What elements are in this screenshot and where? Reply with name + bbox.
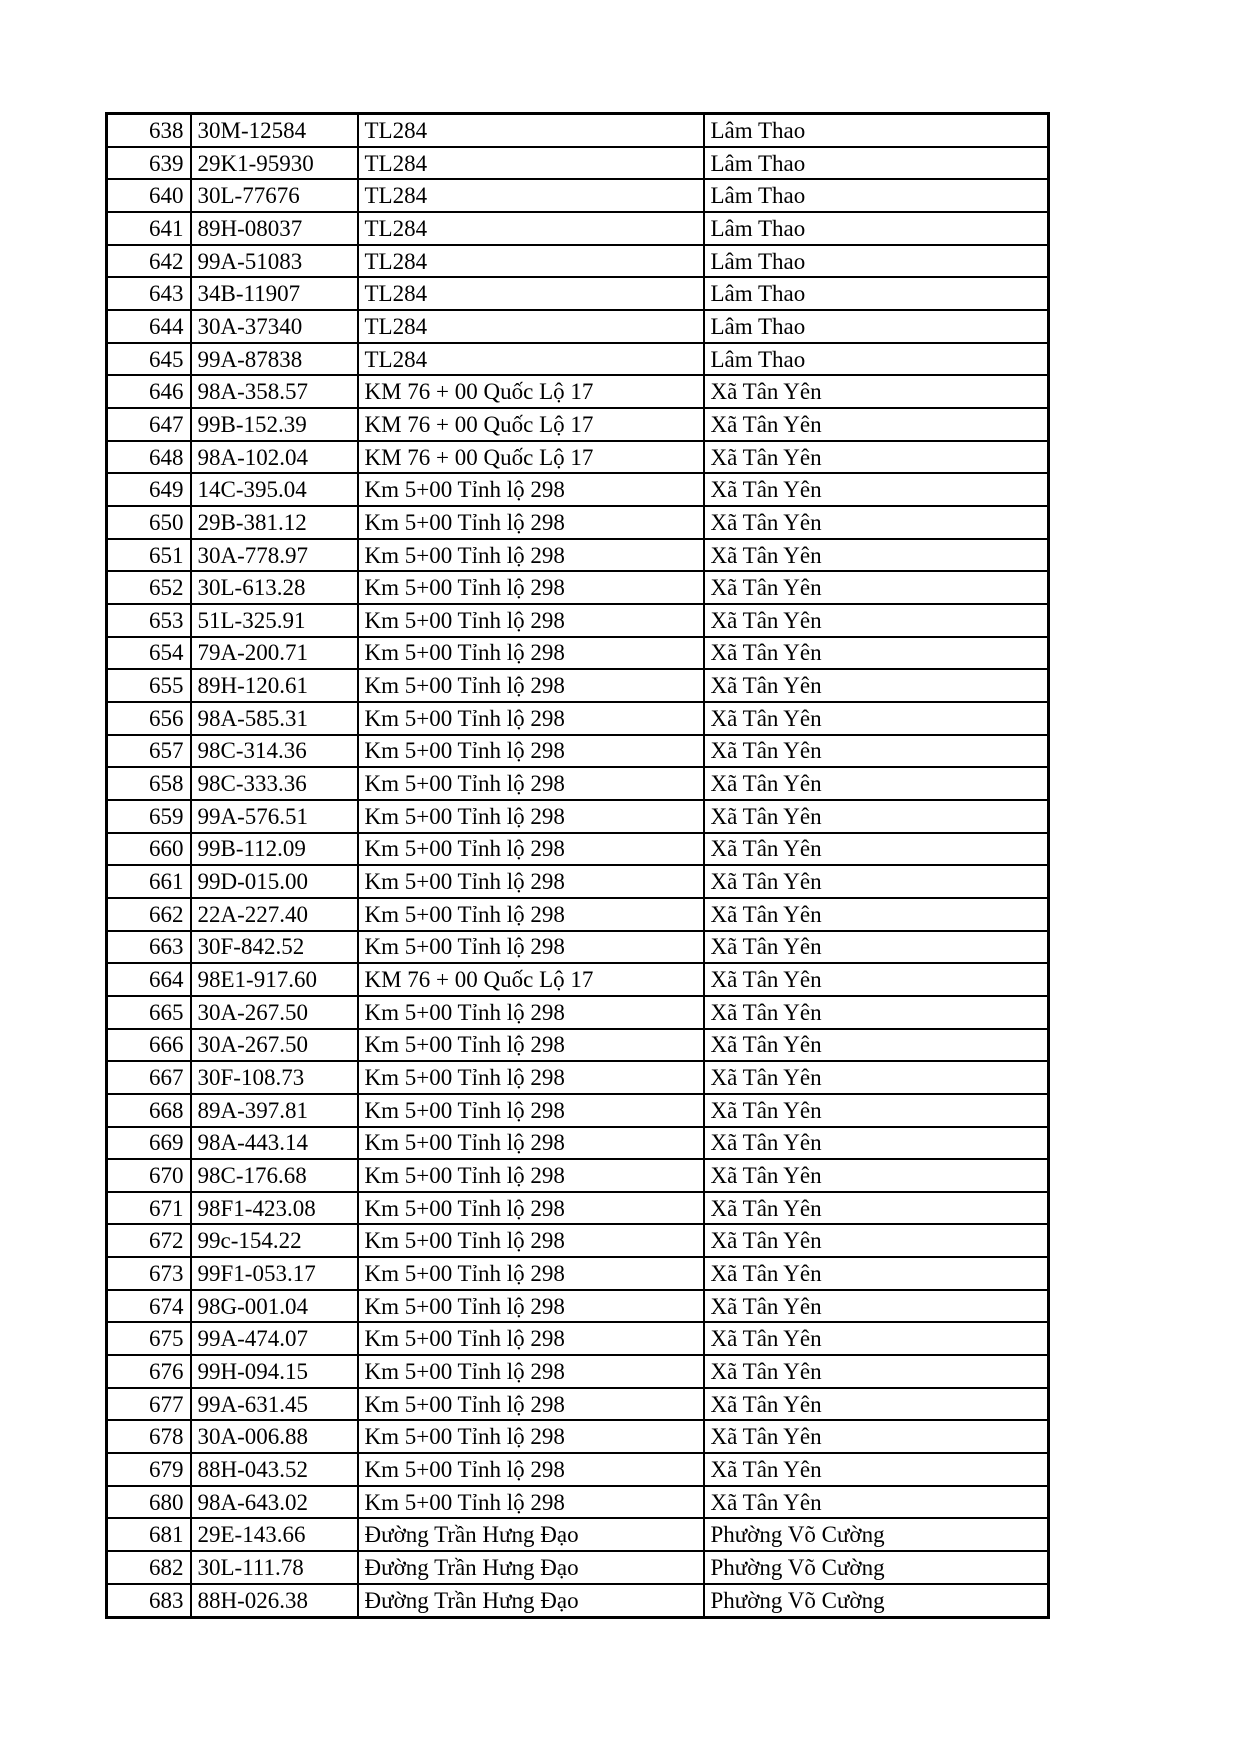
ward-cell: Xã Tân Yên <box>704 408 1049 441</box>
ward-cell: Xã Tân Yên <box>704 1420 1049 1453</box>
table-row <box>107 310 1049 343</box>
ward-cell: Xã Tân Yên <box>704 1453 1049 1486</box>
ward-cell: Lâm Thao <box>704 114 1049 147</box>
license-plate-cell: 89H-120.61 <box>191 669 358 702</box>
table-row <box>107 277 1049 310</box>
table-row <box>107 996 1049 1029</box>
ward-cell: Xã Tân Yên <box>704 865 1049 898</box>
road-cell: KM 76 + 00 Quốc Lộ 17 <box>358 375 704 408</box>
table-row <box>107 1551 1049 1584</box>
row-number-cell: 648 <box>107 441 191 474</box>
row-number-cell: 652 <box>107 571 191 604</box>
road-cell: Km 5+00 Tỉnh lộ 298 <box>358 1290 704 1323</box>
road-cell: Km 5+00 Tỉnh lộ 298 <box>358 1094 704 1127</box>
license-plate-cell: 98C-314.36 <box>191 735 358 768</box>
ward-cell: Xã Tân Yên <box>704 473 1049 506</box>
road-cell: Km 5+00 Tỉnh lộ 298 <box>358 1486 704 1519</box>
row-number-cell: 667 <box>107 1061 191 1094</box>
road-cell: Km 5+00 Tỉnh lộ 298 <box>358 1420 704 1453</box>
table-row <box>107 637 1049 670</box>
license-plate-cell: 22A-227.40 <box>191 898 358 931</box>
license-plate-cell: 29K1-95930 <box>191 147 358 180</box>
row-number-cell: 641 <box>107 212 191 245</box>
license-plate-cell: 99A-474.07 <box>191 1322 358 1355</box>
license-plate-cell: 99c-154.22 <box>191 1224 358 1257</box>
license-plate-cell: 99B-152.39 <box>191 408 358 441</box>
row-number-cell: 680 <box>107 1486 191 1519</box>
table-row <box>107 1224 1049 1257</box>
ward-cell: Xã Tân Yên <box>704 1290 1049 1323</box>
row-number-cell: 668 <box>107 1094 191 1127</box>
table-row <box>107 408 1049 441</box>
road-cell: Km 5+00 Tỉnh lộ 298 <box>358 702 704 735</box>
ward-cell: Xã Tân Yên <box>704 1257 1049 1290</box>
table-row <box>107 669 1049 702</box>
table-row <box>107 1290 1049 1323</box>
license-plate-cell: 30L-77676 <box>191 179 358 212</box>
row-number-cell: 682 <box>107 1551 191 1584</box>
ward-cell: Xã Tân Yên <box>704 1192 1049 1225</box>
row-number-cell: 670 <box>107 1159 191 1192</box>
table-row <box>107 735 1049 768</box>
ward-cell: Xã Tân Yên <box>704 1322 1049 1355</box>
row-number-cell: 679 <box>107 1453 191 1486</box>
license-plate-cell: 30A-267.50 <box>191 1029 358 1062</box>
table-row <box>107 1127 1049 1160</box>
license-plate-cell: 98A-443.14 <box>191 1127 358 1160</box>
road-cell: Km 5+00 Tỉnh lộ 298 <box>358 931 704 964</box>
table-row <box>107 800 1049 833</box>
road-cell: Km 5+00 Tỉnh lộ 298 <box>358 1322 704 1355</box>
road-cell: Km 5+00 Tỉnh lộ 298 <box>358 735 704 768</box>
road-cell: Km 5+00 Tỉnh lộ 298 <box>358 473 704 506</box>
ward-cell: Xã Tân Yên <box>704 767 1049 800</box>
license-plate-cell: 51L-325.91 <box>191 604 358 637</box>
row-number-cell: 659 <box>107 800 191 833</box>
road-cell: TL284 <box>358 277 704 310</box>
license-plate-cell: 29B-381.12 <box>191 506 358 539</box>
table-row <box>107 1453 1049 1486</box>
road-cell: Km 5+00 Tỉnh lộ 298 <box>358 1192 704 1225</box>
table-row <box>107 963 1049 996</box>
table-row <box>107 473 1049 506</box>
ward-cell: Xã Tân Yên <box>704 1388 1049 1421</box>
road-cell: Km 5+00 Tỉnh lộ 298 <box>358 865 704 898</box>
license-plate-cell: 98C-176.68 <box>191 1159 358 1192</box>
road-cell: TL284 <box>358 212 704 245</box>
road-cell: TL284 <box>358 245 704 278</box>
ward-cell: Lâm Thao <box>704 179 1049 212</box>
table-row <box>107 833 1049 866</box>
table-row <box>107 1322 1049 1355</box>
ward-cell: Xã Tân Yên <box>704 833 1049 866</box>
row-number-cell: 660 <box>107 833 191 866</box>
road-cell: TL284 <box>358 114 704 147</box>
ward-cell: Phường Võ Cường <box>704 1551 1049 1584</box>
row-number-cell: 645 <box>107 343 191 376</box>
ward-cell: Xã Tân Yên <box>704 1029 1049 1062</box>
row-number-cell: 662 <box>107 898 191 931</box>
license-plate-cell: 29E-143.66 <box>191 1518 358 1551</box>
license-plate-cell: 98G-001.04 <box>191 1290 358 1323</box>
license-plate-cell: 30A-778.97 <box>191 539 358 572</box>
license-plate-cell: 34B-11907 <box>191 277 358 310</box>
row-number-cell: 675 <box>107 1322 191 1355</box>
ward-cell: Xã Tân Yên <box>704 571 1049 604</box>
row-number-cell: 646 <box>107 375 191 408</box>
ward-cell: Xã Tân Yên <box>704 800 1049 833</box>
road-cell: Đường Trần Hưng Đạo <box>358 1551 704 1584</box>
road-cell: Km 5+00 Tỉnh lộ 298 <box>358 1453 704 1486</box>
table-row <box>107 1518 1049 1551</box>
license-plate-cell: 30A-267.50 <box>191 996 358 1029</box>
license-plate-cell: 89A-397.81 <box>191 1094 358 1127</box>
row-number-cell: 640 <box>107 179 191 212</box>
row-number-cell: 658 <box>107 767 191 800</box>
road-cell: TL284 <box>358 147 704 180</box>
table-row <box>107 1029 1049 1062</box>
license-plate-cell: 88H-026.38 <box>191 1584 358 1618</box>
ward-cell: Xã Tân Yên <box>704 1486 1049 1519</box>
license-plate-cell: 99D-015.00 <box>191 865 358 898</box>
row-number-cell: 677 <box>107 1388 191 1421</box>
road-cell: Km 5+00 Tỉnh lộ 298 <box>358 1029 704 1062</box>
row-number-cell: 655 <box>107 669 191 702</box>
row-number-cell: 643 <box>107 277 191 310</box>
row-number-cell: 663 <box>107 931 191 964</box>
ward-cell: Xã Tân Yên <box>704 898 1049 931</box>
table-row <box>107 702 1049 735</box>
ward-cell: Lâm Thao <box>704 343 1049 376</box>
license-plate-cell: 30A-37340 <box>191 310 358 343</box>
ward-cell: Lâm Thao <box>704 310 1049 343</box>
table-row <box>107 506 1049 539</box>
road-cell: TL284 <box>358 179 704 212</box>
license-plate-cell: 99A-576.51 <box>191 800 358 833</box>
row-number-cell: 657 <box>107 735 191 768</box>
table-row <box>107 212 1049 245</box>
road-cell: Km 5+00 Tỉnh lộ 298 <box>358 1257 704 1290</box>
ward-cell: Xã Tân Yên <box>704 539 1049 572</box>
row-number-cell: 665 <box>107 996 191 1029</box>
road-cell: Km 5+00 Tỉnh lộ 298 <box>358 1127 704 1160</box>
license-plate-cell: 98C-333.36 <box>191 767 358 800</box>
license-plate-cell: 30L-111.78 <box>191 1551 358 1584</box>
table-row <box>107 604 1049 637</box>
table-row <box>107 1355 1049 1388</box>
row-number-cell: 638 <box>107 114 191 147</box>
table-row <box>107 1094 1049 1127</box>
table-row <box>107 931 1049 964</box>
row-number-cell: 676 <box>107 1355 191 1388</box>
row-number-cell: 664 <box>107 963 191 996</box>
license-plate-cell: 98F1-423.08 <box>191 1192 358 1225</box>
ward-cell: Xã Tân Yên <box>704 637 1049 670</box>
vehicle-table-body <box>107 114 1049 1618</box>
ward-cell: Xã Tân Yên <box>704 735 1049 768</box>
row-number-cell: 683 <box>107 1584 191 1618</box>
road-cell: Km 5+00 Tỉnh lộ 298 <box>358 604 704 637</box>
road-cell: Km 5+00 Tỉnh lộ 298 <box>358 1159 704 1192</box>
table-row <box>107 898 1049 931</box>
table-row <box>107 1420 1049 1453</box>
table-row <box>107 147 1049 180</box>
road-cell: TL284 <box>358 310 704 343</box>
row-number-cell: 647 <box>107 408 191 441</box>
ward-cell: Xã Tân Yên <box>704 702 1049 735</box>
table-row <box>107 441 1049 474</box>
license-plate-cell: 89H-08037 <box>191 212 358 245</box>
table-row <box>107 245 1049 278</box>
table-row <box>107 1192 1049 1225</box>
road-cell: KM 76 + 00 Quốc Lộ 17 <box>358 441 704 474</box>
row-number-cell: 653 <box>107 604 191 637</box>
row-number-cell: 642 <box>107 245 191 278</box>
road-cell: Km 5+00 Tỉnh lộ 298 <box>358 800 704 833</box>
license-plate-cell: 99B-112.09 <box>191 833 358 866</box>
row-number-cell: 654 <box>107 637 191 670</box>
road-cell: Km 5+00 Tỉnh lộ 298 <box>358 539 704 572</box>
ward-cell: Xã Tân Yên <box>704 963 1049 996</box>
road-cell: Km 5+00 Tỉnh lộ 298 <box>358 1355 704 1388</box>
road-cell: KM 76 + 00 Quốc Lộ 17 <box>358 408 704 441</box>
ward-cell: Xã Tân Yên <box>704 1224 1049 1257</box>
table-row <box>107 539 1049 572</box>
row-number-cell: 661 <box>107 865 191 898</box>
row-number-cell: 672 <box>107 1224 191 1257</box>
license-plate-cell: 30A-006.88 <box>191 1420 358 1453</box>
road-cell: Km 5+00 Tỉnh lộ 298 <box>358 506 704 539</box>
license-plate-cell: 99A-51083 <box>191 245 358 278</box>
license-plate-cell: 99A-631.45 <box>191 1388 358 1421</box>
ward-cell: Phường Võ Cường <box>704 1584 1049 1618</box>
ward-cell: Xã Tân Yên <box>704 1127 1049 1160</box>
ward-cell: Xã Tân Yên <box>704 931 1049 964</box>
row-number-cell: 651 <box>107 539 191 572</box>
ward-cell: Lâm Thao <box>704 277 1049 310</box>
license-plate-cell: 99A-87838 <box>191 343 358 376</box>
row-number-cell: 639 <box>107 147 191 180</box>
ward-cell: Xã Tân Yên <box>704 996 1049 1029</box>
road-cell: Đường Trần Hưng Đạo <box>358 1584 704 1618</box>
table-row <box>107 1388 1049 1421</box>
row-number-cell: 656 <box>107 702 191 735</box>
license-plate-cell: 98A-643.02 <box>191 1486 358 1519</box>
table-row <box>107 1257 1049 1290</box>
table-row <box>107 767 1049 800</box>
license-plate-cell: 30M-12584 <box>191 114 358 147</box>
vehicle-table <box>105 112 1050 1619</box>
road-cell: Km 5+00 Tỉnh lộ 298 <box>358 833 704 866</box>
license-plate-cell: 30L-613.28 <box>191 571 358 604</box>
license-plate-cell: 98A-585.31 <box>191 702 358 735</box>
ward-cell: Lâm Thao <box>704 245 1049 278</box>
row-number-cell: 678 <box>107 1420 191 1453</box>
license-plate-cell: 88H-043.52 <box>191 1453 358 1486</box>
license-plate-cell: 99F1-053.17 <box>191 1257 358 1290</box>
road-cell: Km 5+00 Tỉnh lộ 298 <box>358 767 704 800</box>
ward-cell: Xã Tân Yên <box>704 1355 1049 1388</box>
road-cell: TL284 <box>358 343 704 376</box>
road-cell: Km 5+00 Tỉnh lộ 298 <box>358 669 704 702</box>
license-plate-cell: 98A-102.04 <box>191 441 358 474</box>
ward-cell: Phường Võ Cường <box>704 1518 1049 1551</box>
road-cell: Km 5+00 Tỉnh lộ 298 <box>358 996 704 1029</box>
license-plate-cell: 98E1-917.60 <box>191 963 358 996</box>
ward-cell: Xã Tân Yên <box>704 669 1049 702</box>
table-row <box>107 375 1049 408</box>
table-row <box>107 179 1049 212</box>
row-number-cell: 666 <box>107 1029 191 1062</box>
row-number-cell: 671 <box>107 1192 191 1225</box>
road-cell: Km 5+00 Tỉnh lộ 298 <box>358 1061 704 1094</box>
ward-cell: Xã Tân Yên <box>704 506 1049 539</box>
ward-cell: Xã Tân Yên <box>704 604 1049 637</box>
ward-cell: Xã Tân Yên <box>704 375 1049 408</box>
row-number-cell: 650 <box>107 506 191 539</box>
license-plate-cell: 99H-094.15 <box>191 1355 358 1388</box>
license-plate-cell: 30F-108.73 <box>191 1061 358 1094</box>
ward-cell: Lâm Thao <box>704 212 1049 245</box>
table-row <box>107 1584 1049 1618</box>
road-cell: Đường Trần Hưng Đạo <box>358 1518 704 1551</box>
table-row <box>107 1061 1049 1094</box>
table-row <box>107 343 1049 376</box>
ward-cell: Xã Tân Yên <box>704 441 1049 474</box>
license-plate-cell: 14C-395.04 <box>191 473 358 506</box>
ward-cell: Xã Tân Yên <box>704 1159 1049 1192</box>
table-row <box>107 865 1049 898</box>
road-cell: Km 5+00 Tỉnh lộ 298 <box>358 571 704 604</box>
license-plate-cell: 30F-842.52 <box>191 931 358 964</box>
row-number-cell: 649 <box>107 473 191 506</box>
row-number-cell: 673 <box>107 1257 191 1290</box>
road-cell: KM 76 + 00 Quốc Lộ 17 <box>358 963 704 996</box>
table-row <box>107 114 1049 147</box>
ward-cell: Lâm Thao <box>704 147 1049 180</box>
road-cell: Km 5+00 Tỉnh lộ 298 <box>358 898 704 931</box>
road-cell: Km 5+00 Tỉnh lộ 298 <box>358 1388 704 1421</box>
license-plate-cell: 79A-200.71 <box>191 637 358 670</box>
table-row <box>107 1486 1049 1519</box>
license-plate-cell: 98A-358.57 <box>191 375 358 408</box>
row-number-cell: 674 <box>107 1290 191 1323</box>
ward-cell: Xã Tân Yên <box>704 1094 1049 1127</box>
table-row <box>107 571 1049 604</box>
ward-cell: Xã Tân Yên <box>704 1061 1049 1094</box>
row-number-cell: 681 <box>107 1518 191 1551</box>
row-number-cell: 669 <box>107 1127 191 1160</box>
road-cell: Km 5+00 Tỉnh lộ 298 <box>358 637 704 670</box>
road-cell: Km 5+00 Tỉnh lộ 298 <box>358 1224 704 1257</box>
table-row <box>107 1159 1049 1192</box>
row-number-cell: 644 <box>107 310 191 343</box>
